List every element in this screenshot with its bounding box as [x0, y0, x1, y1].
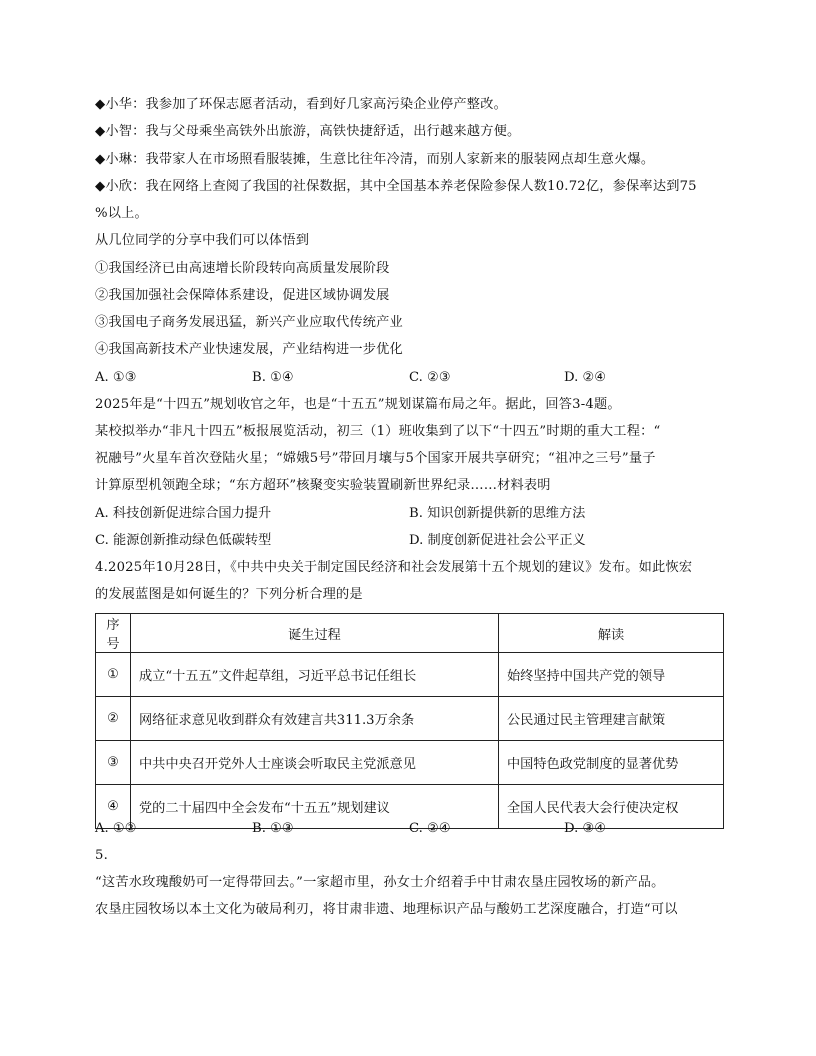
analysis-table — [95, 613, 724, 829]
row-interpretation: 公民通过民主管理建言献策 — [499, 697, 724, 741]
share-xiaozhi: ◆小智：我与父母乘坐高铁外出旅游，高铁快捷舒适，出行越来越方便。 — [95, 124, 521, 139]
q3-line-1: 某校拟举办“非凡十四五”板报展览活动，初三（1）班收集到了以下“十四五”时期的重大工程：“ — [95, 424, 661, 439]
table-header-row — [96, 614, 724, 653]
option-a: A. ①③ — [95, 370, 137, 385]
q4-line-1: 4.2025年10月28日，《中共中央关于制定国民经济和社会发展第十五个规划的建议》发布。如此恢宏 — [95, 560, 693, 575]
row-number: ① — [96, 653, 131, 697]
row-number: ② — [96, 697, 131, 741]
row-process: 成立“十五五”文件起草组，习近平总书记任组长 — [131, 653, 499, 697]
share-xiaohua: ◆小华：我参加了环保志愿者活动，看到好几家高污染企业停产整改。 — [95, 97, 507, 112]
row-interpretation: 始终坚持中国共产党的领导 — [499, 653, 724, 697]
question-number: 5. — [95, 848, 108, 863]
option-a: A. 科技创新促进综合国力提升 — [95, 506, 272, 521]
option-b: B. ①④ — [252, 370, 294, 385]
header-process: 诞生过程 — [131, 614, 499, 653]
table-row — [96, 697, 724, 741]
header-interpretation: 解读 — [499, 614, 724, 653]
q4-line-2: 的发展蓝图是如何诞生的？下列分析合理的是 — [95, 587, 363, 602]
share-xiaoxin-cont: %以上。 — [95, 206, 148, 221]
row-interpretation: 全国人民代表大会行使决定权 — [499, 785, 724, 829]
statement-3: ③我国电子商务发展迅猛，新兴产业应取代传统产业 — [95, 315, 403, 330]
row-process: 中共中央召开党外人士座谈会听取民主党派意见 — [131, 741, 499, 785]
share-xiaoxin: ◆小欣：我在网络上查阅了我国的社保数据，其中全国基本养老保险参保人数10.72亿，参保率达到75 — [95, 179, 697, 194]
table-row — [96, 741, 724, 785]
option-d: D. ②④ — [564, 370, 607, 385]
option-d: D. 制度创新促进社会公平正义 — [409, 533, 586, 548]
statement-4: ④我国高新技术产业快速发展，产业结构进一步优化 — [95, 342, 403, 357]
row-interpretation: 中国特色政党制度的显著优势 — [499, 741, 724, 785]
option-b: B. 知识创新提供新的思维方法 — [409, 506, 586, 521]
header-number: 序号 — [96, 614, 131, 653]
option-d: D. ③④ — [564, 821, 607, 836]
row-process: 网络征求意见收到群众有效建言共311.3万余条 — [131, 697, 499, 741]
row-number: ④ — [96, 785, 131, 829]
q5-line-2: 农垦庄园牧场以本土文化为破局利刃，将甘肃非遗、地理标识产品与酸奶工艺深度融合，打造“可以 — [95, 902, 678, 917]
section-intro: 2025年是“十四五”规划收官之年，也是“十五五”规划谋篇布局之年。据此，回答3-4题。 — [95, 397, 621, 412]
option-a: A. ①② — [95, 821, 137, 836]
q3-line-3: 计算原型机领跑全球；“东方超环”核聚变实验装置刷新世界纪录……材料表明 — [95, 478, 551, 493]
q5-line-1: “这苦水玫瑰酸奶可一定得带回去。”一家超市里，孙女士介绍着手中甘肃农垦庄园牧场的新产品。 — [95, 875, 665, 890]
question-prompt: 从几位同学的分享中我们可以体悟到 — [95, 233, 310, 248]
option-c: C. ②③ — [409, 370, 451, 385]
row-number: ③ — [96, 741, 131, 785]
option-c: C. 能源创新推动绿色低碳转型 — [95, 533, 272, 548]
option-c: C. ②④ — [409, 821, 451, 836]
option-b: B. ①③ — [252, 821, 294, 836]
q3-line-2: 祝融号”火星车首次登陆火星；“嫦娥5号”带回月壤与5个国家开展共享研究；“祖冲之三号”量子 — [95, 451, 656, 466]
share-xiaolin: ◆小琳：我带家人在市场照看服装摊，生意比往年冷清，而别人家新来的服装网点却生意火爆。 — [95, 152, 655, 167]
statement-1: ①我国经济已由高速增长阶段转向高质量发展阶段 — [95, 261, 390, 276]
row-process: 党的二十届四中全会发布“十五五”规划建议 — [131, 785, 499, 829]
table-row — [96, 653, 724, 697]
statement-2: ②我国加强社会保障体系建设，促进区域协调发展 — [95, 288, 390, 303]
